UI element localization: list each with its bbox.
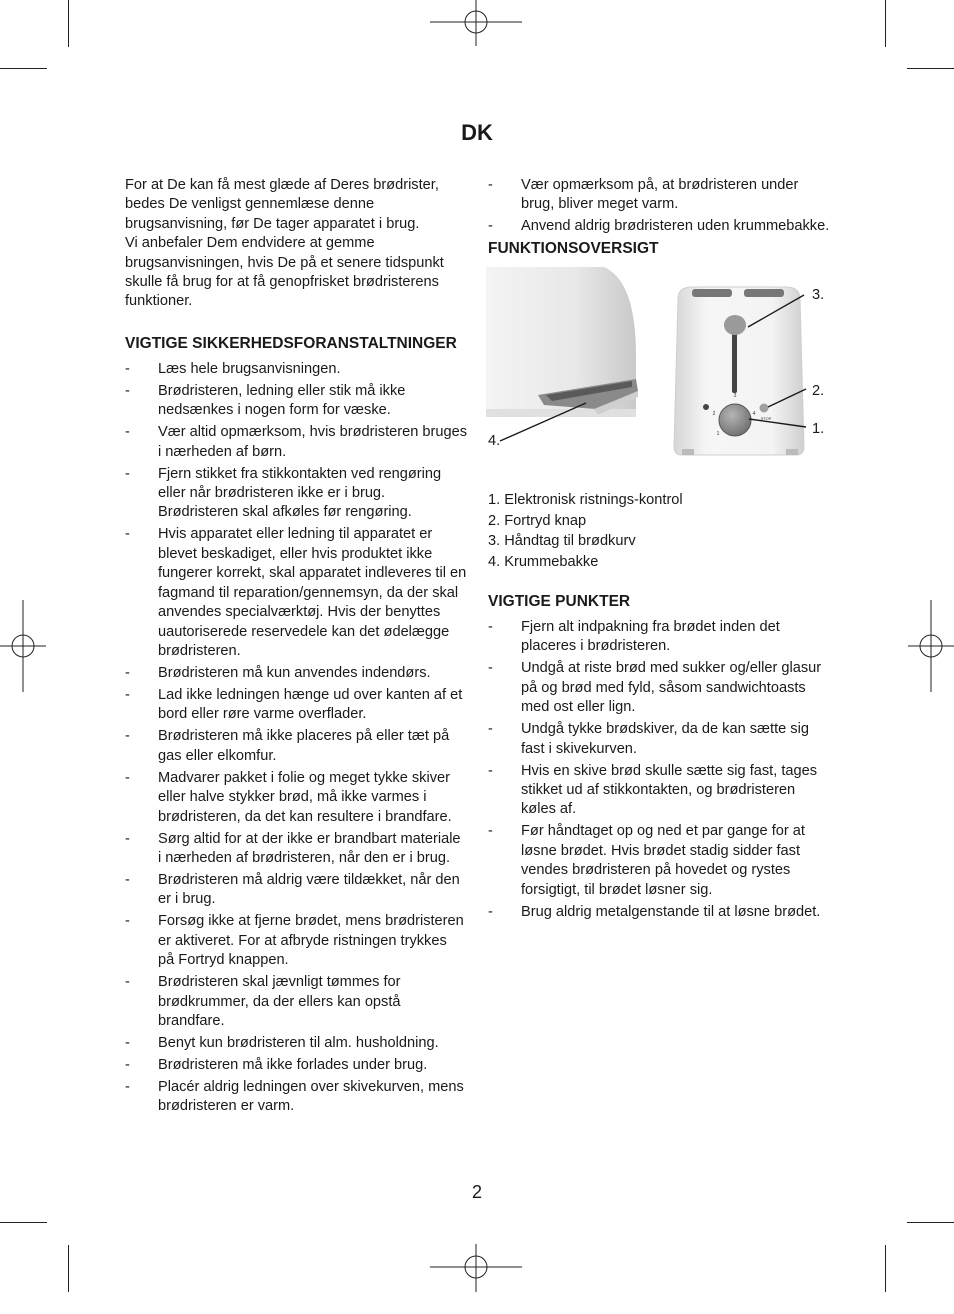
list-item: - Brødristeren, ledning eller stik må ikke nedsænkes i nogen form for væske. (125, 382, 406, 419)
list-item: 1. Elektronisk ristnings-kontrol (488, 492, 683, 509)
crop-mark-tl-horizontal (0, 68, 47, 69)
crop-mark-br-horizontal (907, 1222, 954, 1223)
list-item: 3. Håndtag til brødkurv (488, 533, 636, 550)
side-view-toaster (486, 267, 638, 441)
dash-bullet: - (488, 721, 493, 738)
list-item: - Brødristeren skal jævnligt tømmes for brødkrummer, da der ellers kan opstå brandfare. (125, 974, 401, 1029)
list-item: - Madvarer pakket i folie og meget tykke skiver eller halve stykker brød, må ikke varmes i brødristeren, da det kan resultere i brandfare. (125, 769, 452, 825)
crop-mark-bl-horizontal (0, 1222, 47, 1223)
crop-mark-tr-horizontal (907, 68, 954, 69)
list-item: - Vær altid opmærksom, hvis brødristeren bruges i nærheden af børn. (125, 424, 468, 460)
safety-list-continued (488, 176, 830, 237)
callout-4: 4. (488, 433, 501, 450)
dash-bullet: - (125, 465, 130, 482)
callout-2: 2. (812, 383, 825, 400)
list-item: - Forsøg ikke at fjerne brødet, mens brødristeren er aktiveret. For at afbryde ristningen trykkes på Fortryd knappen. (125, 913, 464, 969)
list-item: - Brug aldrig metalgenstande til at løsne brødet. (488, 903, 830, 922)
callout-3: 3. (812, 287, 825, 304)
intro-text (125, 176, 467, 312)
dash-bullet: - (488, 660, 493, 677)
dash-bullet: - (125, 1056, 130, 1073)
list-item: - Fjern stikket fra stikkontakten ved rengøring eller når brødristeren ikke er i brug. Brødristeren skal afkøles før rengøring. (125, 465, 442, 521)
dash-bullet: - (488, 823, 493, 840)
registration-mark-left (0, 600, 92, 692)
intro-paragraph-2: Vi anbefaler Dem endvidere at gemme brugsanvisningen, hvis De på et senere tidspunkt skulle få brug for at få genopfrisket brødristerens funktioner. (125, 235, 444, 310)
list-item: - Brødristeren må ikke forlades under brug. (125, 1056, 467, 1075)
important-heading: VIGTIGE PUNKTER (488, 593, 631, 611)
parts-list (488, 491, 830, 572)
dash-bullet: - (125, 686, 130, 703)
dash-bullet: - (125, 1034, 130, 1051)
dash-bullet: - (125, 360, 130, 377)
list-item: - Brødristeren må ikke placeres på eller tæt på gas eller elkomfur. (125, 728, 450, 764)
knob-mark-1: 1 (716, 431, 720, 438)
list-item: 4. Krummebakke (488, 553, 599, 570)
front-view-toaster (674, 287, 806, 455)
dash-bullet: - (125, 830, 130, 847)
list-item: - Fjern alt indpakning fra brødet inden det placeres i brødristeren. (488, 619, 780, 655)
toaster-illustration (486, 267, 828, 463)
dash-bullet: - (125, 382, 130, 399)
intro-paragraph-1: For at De kan få mest glæde af Deres brødrister, bedes De venligst gennemlæse denne brugsanvisning, før De tager apparatet i brug. (125, 177, 439, 232)
crop-mark-bl-vertical (68, 1245, 69, 1292)
crop-mark-tl-vertical (68, 0, 69, 47)
knob-mark-3: 3 (733, 393, 737, 400)
dash-bullet: - (125, 871, 130, 888)
safety-list (125, 360, 467, 1117)
dash-bullet: - (125, 913, 130, 930)
dash-bullet: - (488, 177, 493, 193)
list-item: - Vær opmærksom på, at brødristeren under brug, bliver meget varm. (488, 177, 799, 213)
list-item: - Hvis en skive brød skulle sætte sig fast, tages stikket ud af stikkontakten, og brødristeren køles af. (488, 762, 818, 818)
dash-bullet: - (488, 218, 493, 235)
knob-mark-4: 4 (752, 411, 756, 418)
dash-bullet: - (488, 762, 493, 779)
stop-label: STOP (760, 416, 772, 422)
callout-1: 1. (812, 421, 825, 438)
list-item: - Anvend aldrig brødristeren uden krummebakke. (488, 217, 830, 236)
registration-mark-right (862, 600, 954, 692)
registration-mark-bottom (430, 1222, 522, 1314)
overview-heading: FUNKTIONSOVERSIGT (488, 240, 659, 258)
list-item: - Undgå tykke brødskiver, da de kan sætte sig fast i skivekurven. (488, 721, 809, 757)
list-item: - Hvis apparatet eller ledning til apparatet er blevet beskadiget, eller hvis produktet ikke fungerer korrekt, skal apparatet indleveres til en fagmand til reparation/gennemsyn, da der skal anvendes specialværktøj. Hvis der benyttes uautoriserede reservedele kan det ødelægge brødristeren. (125, 526, 467, 659)
list-item: - Lad ikke ledningen hænge ud over kanten af et bord eller røre varme overflader. (125, 686, 463, 723)
registration-mark-top (430, 0, 522, 92)
safety-heading: VIGTIGE SIKKERHEDSFORANSTALTNINGER (125, 334, 457, 352)
dash-bullet: - (125, 728, 130, 745)
knob-mark-2: 2 (712, 411, 716, 418)
important-list (488, 618, 830, 922)
left-column (125, 176, 467, 1119)
list-item: - Sørg altid for at der ikke er brandbart materiale i nærheden af brødristeren, når den er i brug. (125, 830, 461, 866)
list-item: - Brødristeren må kun anvendes indendørs. (125, 664, 467, 683)
list-item: - Brødristeren må aldrig være tildækket, når den er i brug. (125, 871, 460, 908)
right-column (488, 176, 830, 925)
dash-bullet: - (125, 424, 130, 441)
dash-bullet: - (125, 974, 130, 991)
list-item: - Undgå at riste brød med sukker og/eller glasur på og brød med fyld, såsom sandwichtoasts med ost eller lign. (488, 660, 822, 716)
dash-bullet: - (125, 1078, 130, 1095)
page-number: 2 (471, 1182, 482, 1202)
dash-bullet: - (125, 664, 130, 681)
list-item: - Benyt kun brødristeren til alm. husholdning. (125, 1034, 467, 1053)
crop-mark-tr-vertical (885, 0, 886, 47)
dash-bullet: - (125, 769, 130, 786)
dash-bullet: - (125, 526, 130, 543)
toaster-drawing (486, 267, 828, 463)
crop-mark-br-vertical (885, 1245, 886, 1292)
list-item: 2. Fortryd knap (488, 512, 587, 529)
dash-bullet: - (488, 619, 493, 636)
dash-bullet: - (488, 903, 493, 920)
list-item: - Placér aldrig ledningen over skivekurven, mens brødristeren er varm. (125, 1078, 464, 1115)
list-item: - Før håndtaget op og ned et par gange for at løsne brødet. Hvis brødet stadig sidder fast vendes brødristeren på hovedet og rystes forsigtigt, til brødet løsner sig. (488, 823, 805, 898)
list-item: - Læs hele brugsanvisningen. (125, 360, 467, 379)
page-title: DK (461, 120, 493, 145)
